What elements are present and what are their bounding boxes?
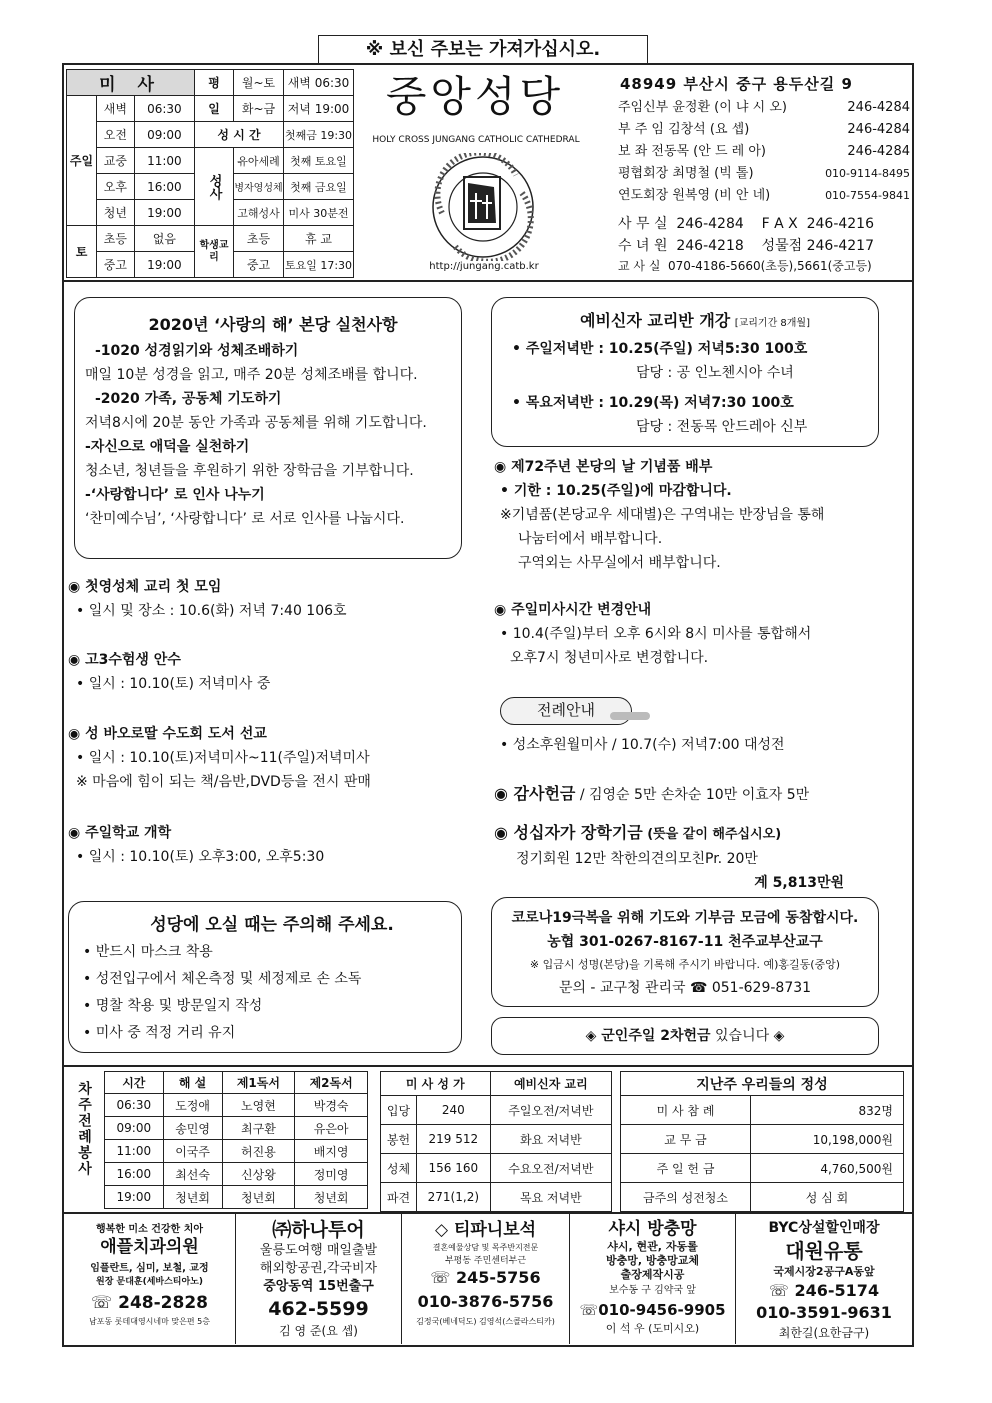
service-header: 제2독서 xyxy=(295,1072,368,1094)
saturday-row-0-name: 초등 xyxy=(97,226,135,252)
liturgy-tab xyxy=(500,697,632,725)
staff-row: 보 좌 전동목 (안 드 레 아) 246-4284 xyxy=(618,144,910,159)
staff-row: 평협회장 최명철 (빅 톨) 010-9114-8495 xyxy=(618,166,910,181)
catechumen-header: 예비신자 교리 xyxy=(490,1072,611,1096)
ad-byc: BYC상설할인매장 대원유통 국제시장2공구A동앞 ☏ 246-5174 010-3591-9631 최한길(요한금구) xyxy=(756,1220,892,1340)
church-seal xyxy=(424,153,542,261)
school-detail: • 일시 : 10.10(토) 오후3:00, 오후5:30 xyxy=(76,849,325,865)
caution-title: 성당에 오실 때는 주의해 주세요. xyxy=(150,915,394,935)
school-title: ◉ 주일학교 개학 xyxy=(68,825,172,841)
service-header: 시간 xyxy=(105,1072,164,1094)
church-address: 48949 부산시 중구 용두산길 9 xyxy=(620,75,853,93)
catechumen-box xyxy=(491,297,879,447)
weekday-time-1: 새벽 06:30 xyxy=(284,70,354,96)
sacrament-label: 성사 xyxy=(195,148,234,226)
banner-text: ※ 보신 주보는 가져가십시오. xyxy=(365,39,601,60)
sunday-row-1-time: 09:00 xyxy=(134,122,194,148)
sunday-row-3-name: 오후 xyxy=(97,174,135,200)
scholar-note: (뜻을 같이 해주십시오) xyxy=(647,827,782,842)
catechumen-heading xyxy=(512,308,878,331)
saturday-row-1-time: 19:00 xyxy=(134,252,194,278)
paul-title: ◉ 성 바오로딸 수도회 도서 선교 xyxy=(68,726,267,742)
staff-list xyxy=(618,97,910,207)
table-row: 19:00 청년회 청년회 청년회 xyxy=(105,1186,368,1209)
communion-title: ◉ 첫영성체 교리 첫 모임 xyxy=(68,579,222,595)
weekday-label-2: 일 xyxy=(195,96,234,122)
table-row: 06:30 도정애 노영현 박경숙 xyxy=(105,1094,368,1117)
corona-box xyxy=(491,897,879,1007)
cathedral-seal-icon xyxy=(424,153,542,261)
school-section xyxy=(68,821,478,869)
scholar-title: ◉ 성십자가 장학기금 xyxy=(494,823,643,842)
catechumen-sunday-leader: 담당 : 공 인노첸시아 수녀 xyxy=(636,365,794,381)
practice-item-4-desc: ‘찬미예수님’, ‘사랑합니다’ 로 서로 인사를 나눕시다. xyxy=(85,511,405,527)
caution-item: • 미사 중 적정 거리 유지 xyxy=(83,1025,236,1041)
sacrament-1-time: 첫째 금요일 xyxy=(284,174,354,200)
mass-change-title: ◉ 주일미사시간 변경안내 xyxy=(494,602,652,618)
table-row: 교 무 금 10,198,000원 xyxy=(621,1125,904,1154)
holy-hour-label: 성 시 간 xyxy=(195,122,284,148)
sunday-row-0-time: 06:30 xyxy=(134,96,194,122)
corona-title: 코로나19극복을 위해 기도와 기부금 모금에 동참합시다. xyxy=(511,910,859,926)
church-url: http://jungang.catb.kr xyxy=(429,261,539,272)
table-row: 파견 271(1,2) 목요 저녁반 xyxy=(381,1183,612,1212)
sunday-row-4-time: 19:00 xyxy=(134,200,194,226)
corona-contact: 문의 - 교구청 관리국 ☎ 051-629-8731 xyxy=(558,980,812,996)
hymn-header: 미 사 성 가 xyxy=(381,1072,491,1096)
church-english-name: HOLY CROSS JUNGANG CATHOLIC CATHEDRAL xyxy=(372,135,580,145)
sunday-row-0-name: 새벽 xyxy=(97,96,135,122)
practice-item-1-title: -1020 성경읽기와 성체조배하기 xyxy=(95,343,299,359)
practice-item-3-desc: 청소년, 청년들을 후원하기 위한 장학금을 기부합니다. xyxy=(85,463,414,479)
sacrament-1-name: 병자영성체 xyxy=(234,174,284,200)
catechism-1-time: 토요일 17:30 xyxy=(284,252,354,278)
holy-hour-value: 첫째금 19:30 xyxy=(284,122,354,148)
offering-table xyxy=(620,1071,904,1212)
sacrament-2-time: 미사 30분전 xyxy=(284,200,354,226)
bottom-tables xyxy=(64,1065,912,1211)
sunday-row-4-name: 청년 xyxy=(97,200,135,226)
staff-row: 부 주 임 김창석 (요 셉) 246-4284 xyxy=(618,122,910,137)
sacrament-2-name: 고해성사 xyxy=(234,200,284,226)
teachers-phone: 교 사 실 070-4186-5660(초등),5661(중고등) xyxy=(618,259,872,273)
exam-detail: • 일시 : 10.10(토) 저녁미사 중 xyxy=(76,676,271,692)
anniversary-note-1: ※기념품(본당교우 세대별)은 구역내는 반장님을 통해 xyxy=(500,507,825,523)
ad-dental: 행복한 미소 건강한 치아 애플치과의원 임플란트, 심미, 보철, 교정 원장 문대훈(세바스티아노) ☏ 248-2828 남포동 롯데대영시네마 맞은편 5층 xyxy=(64,1214,236,1344)
banner xyxy=(318,35,648,63)
header xyxy=(64,65,912,282)
weekday-range-2: 화~금 xyxy=(234,96,284,122)
convent-phone: 수 녀 원 246-4218 성물점 246-4217 xyxy=(618,238,875,254)
caution-box xyxy=(68,901,462,1053)
sacrament-0-name: 유아세례 xyxy=(234,148,284,174)
diamond-icon: ◇ xyxy=(434,1220,449,1240)
sunday-row-1-name: 오전 xyxy=(97,122,135,148)
table-row: 11:00 이국주 허진용 배지영 xyxy=(105,1140,368,1163)
catechism-label: 학생교리 xyxy=(195,226,234,278)
liturgy-tab-label: 전례안내 xyxy=(537,701,595,719)
thanks-detail: / 김영순 5만 손차순 10만 이효자 5만 xyxy=(579,787,810,803)
weekday-range-1: 월~토 xyxy=(234,70,284,96)
saturday-label: 토 xyxy=(67,226,97,278)
communion-detail: • 일시 및 장소 : 10.6(화) 저녁 7:40 106호 xyxy=(76,603,347,619)
sunday-row-3-time: 16:00 xyxy=(134,174,194,200)
caution-item: • 성전입구에서 체온측정 및 세정제로 손 소독 xyxy=(83,971,362,987)
mass-change-detail-1: • 10.4(주일)부터 오후 6시와 8시 미사를 통합해서 xyxy=(500,626,812,642)
communion-section xyxy=(68,575,478,623)
table-row: 주 일 헌 금 4,760,500원 xyxy=(621,1154,904,1183)
catechism-1-name: 중고 xyxy=(234,252,284,278)
mass-change-detail-2: 오후7시 청년미사로 변경합니다. xyxy=(510,650,709,666)
military-suffix: 있습니다 ◈ xyxy=(715,1028,785,1044)
catechism-0-name: 초등 xyxy=(234,226,284,252)
service-header: 제1독서 xyxy=(222,1072,295,1094)
caution-item: • 반드시 마스크 착용 xyxy=(83,944,213,960)
anniversary-note-3: 구역외는 사무실에서 배부합니다. xyxy=(518,555,721,571)
church-name: 중앙성당 xyxy=(385,72,565,121)
mass-change-section xyxy=(494,598,894,670)
hymn-table xyxy=(380,1071,612,1212)
catechumen-thursday-leader: 담당 : 전동목 안드레아 신부 xyxy=(636,419,808,435)
scholar-section xyxy=(494,821,844,895)
catechumen-sunday: • 주일저녁반 : 10.25(주일) 저녁5:30 100호 xyxy=(512,341,808,357)
practice-item-1-desc: 매일 10분 성경을 읽고, 매주 20분 성체조배를 합니다. xyxy=(85,367,418,383)
table-row: 성체 156 160 수요오전/저녁반 xyxy=(381,1154,612,1183)
liturgy-tab-shadow xyxy=(610,712,650,720)
practice-item-4-title: -‘사랑합니다’ 로 인사 나누기 xyxy=(85,487,265,503)
table-row: 미 사 참 례 832명 xyxy=(621,1096,904,1125)
office-phone: 사 무 실 246-4284 F A X 246-4216 xyxy=(618,216,874,232)
table-row: 금주의 성전청소 성 심 회 xyxy=(621,1183,904,1212)
anniversary-section xyxy=(494,455,894,575)
service-header: 해 설 xyxy=(163,1072,222,1094)
military-text: ◈ 군인주일 2차헌금 xyxy=(585,1028,711,1044)
sunday-label: 주일 xyxy=(67,96,97,226)
saturday-row-0-time: 없음 xyxy=(134,226,194,252)
exam-title: ◉ 고3수험생 안수 xyxy=(68,652,181,668)
table-row: 09:00 송민영 최구환 유은아 xyxy=(105,1117,368,1140)
catechumen-title: 예비신자 교리반 개강 xyxy=(579,311,731,330)
ad-tiffany: ◇ 티파니보석 결혼예물상담 및 목주반지전문 부평동 주민센터부근 ☏ 245-5756 010-3876-5756 김정국(베네딕도) 김영석(스콜라스티카) xyxy=(402,1214,570,1344)
anniversary-note-2: 나눔터에서 배부합니다. xyxy=(518,531,663,547)
ad-window: 샤시 방충망 샤시, 현관, 자동롤 방충망, 방충망교체 출장제작시공 보수동 구 김약국 앞 ☏010-9456-9905 이 석 우 (도미시오) xyxy=(570,1214,736,1344)
catechism-0-time: 휴 교 xyxy=(284,226,354,252)
sunday-row-2-time: 11:00 xyxy=(134,148,194,174)
thanks-title: ◉ 감사헌금 xyxy=(494,784,576,803)
mass-title: 미 사 xyxy=(67,70,195,96)
scholar-total: 계 5,813만원 xyxy=(754,875,844,891)
exam-section xyxy=(68,648,478,696)
weekday-label-1: 평 xyxy=(195,70,234,96)
catechumen-note: [교리기간 8개월] xyxy=(734,318,810,329)
paul-detail: • 일시 : 10.10(토)저녁미사~11(주일)저녁미사 xyxy=(76,750,370,766)
ad-hanatour: ㈜하나투어 울릉도여행 매일출발 해외항공권,각국비자 중앙동역 15번출구 462-5599 김 영 준(요 셉) xyxy=(236,1214,402,1344)
sunday-row-2-name: 교중 xyxy=(97,148,135,174)
corona-account: 농협 301-0267-8167-11 천주교부산교구 xyxy=(547,934,823,950)
service-side-label: 차주전례봉사 xyxy=(76,1081,92,1177)
mass-schedule-table xyxy=(66,69,354,278)
practice-item-3-title: -자신으로 애덕을 실천하기 xyxy=(85,439,250,455)
saturday-row-1-name: 중고 xyxy=(97,252,135,278)
anniversary-deadline: • 기한 : 10.25(주일)에 마감합니다. xyxy=(500,483,732,499)
table-row: 입당 240 주일오전/저녁반 xyxy=(381,1096,612,1125)
weekday-time-2: 저녁 19:00 xyxy=(284,96,354,122)
caution-item: • 명찰 착용 및 방문일지 작성 xyxy=(83,998,263,1014)
practice-box xyxy=(74,297,462,559)
sacrament-0-time: 첫째 토요일 xyxy=(284,148,354,174)
service-table xyxy=(104,1071,368,1209)
offering-title: 지난주 우리들의 정성 xyxy=(621,1072,904,1096)
thanks-section xyxy=(494,781,904,804)
table-row: 16:00 최선숙 신상왕 정미영 xyxy=(105,1163,368,1186)
military-box xyxy=(491,1017,879,1055)
table-row: 봉헌 219 512 화요 저녁반 xyxy=(381,1125,612,1154)
staff-row: 연도회장 원복영 (비 안 네) 010-7554-9841 xyxy=(618,188,910,203)
practice-item-2-desc: 저녁8시에 20분 동안 가족과 공동체를 위해 기도합니다. xyxy=(85,415,427,431)
scholar-detail: 정기회원 12만 착한의견의모친Pr. 20만 xyxy=(516,851,758,867)
catechumen-thursday: • 목요저녁반 : 10.29(목) 저녁7:30 100호 xyxy=(512,395,794,411)
corona-note: ※ 입금시 성명(본당)을 기록해 주시기 바랍니다. 예)홍길동(중앙) xyxy=(529,958,841,971)
staff-row: 주임신부 윤정환 (이 냐 시 오) 246-4284 xyxy=(618,100,910,115)
liturgy-detail: • 성소후원월미사 / 10.7(수) 저녁7:00 대성전 xyxy=(500,737,785,753)
paul-section xyxy=(68,722,478,794)
paul-note: ※ 마음에 힘이 되는 책/음반,DVD등을 전시 판매 xyxy=(76,774,371,790)
anniversary-title: ◉ 제72주년 본당의 날 기념품 배부 xyxy=(494,459,713,475)
practice-title: 2020년 ‘사랑의 해’ 본당 실천사항 xyxy=(148,315,398,334)
practice-item-2-title: -2020 가족, 공동체 기도하기 xyxy=(95,391,282,407)
